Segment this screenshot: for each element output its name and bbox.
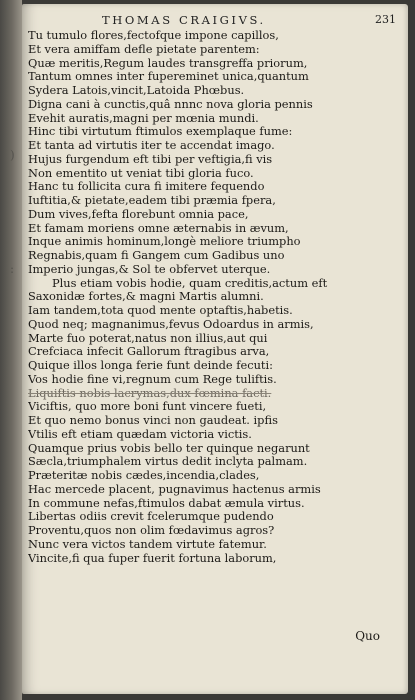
verse-line: Sæcla,triumphalem virtus dedit inclyta palmam.: [28, 455, 308, 469]
verse-line: Regnabis,quam fi Gangem cum Gadibus uno: [28, 249, 285, 262]
verse-line: Viciftis, quo more boni funt vincere fueti,: [28, 400, 267, 414]
verse-line: Inque animis hominum,longè meliore triumpho: [28, 235, 301, 249]
verse-line: Crefciaca infecit Gallorum ftragibus arva,: [28, 345, 270, 359]
verse-line: Quod neq; magnanimus,fevus Odoardus in armis,: [28, 317, 314, 331]
margin-mark: :: [10, 262, 15, 276]
verse-line: Non ementito ut veniat tibi gloria fuco.: [28, 166, 254, 180]
verse-line: Proventu,quos non olim fœdavimus agros?: [28, 524, 275, 537]
verse-line: Quique illos longa ferie funt deinde fecuti:: [28, 359, 273, 372]
verse-line: Hanc tu follicita cura fi imitere fequendo: [28, 180, 265, 194]
verse-line: Et vera amiffam defle pietate parentem:: [28, 42, 260, 56]
verse-line: Et famam moriens omne æternabis in ævum,: [28, 221, 289, 235]
verse-line: Libertas odiis crevit fcelerumque pudendo: [28, 510, 274, 524]
verse-line: Evehit auratis,magni per mœnia mundi.: [28, 111, 259, 125]
verse-line: Vos hodie fine vi,regnum cum Rege tuliftis.: [28, 372, 277, 386]
verse-line: Marte fuo poterat,natus non illius,aut qui: [28, 331, 268, 345]
verse-line: Et tanta ad virtutis iter te accendat imago.: [28, 139, 275, 152]
verse-line: Iam tandem,tota quod mente optaftis,habetis.: [28, 304, 293, 317]
verse-line: Saxonidæ fortes,& magni Martis alumni.: [28, 290, 264, 304]
margin-mark: ): [10, 148, 15, 162]
verse-line: Et quo nemo bonus vinci non gaudeat. ipfis: [28, 414, 278, 427]
verse-line: Quæ meritis,Regum laudes transgreffa priorum,: [28, 56, 308, 70]
verse-line: Quamque prius vobis bello ter quinque negarunt: [28, 441, 310, 455]
verse-line: Liquiftis nobis lacrymas,dux fœmina facti.: [28, 386, 272, 400]
verse-line: In commune nefas,ftimulos dabat æmula virtus.: [28, 496, 305, 510]
verse-line: Sydera Latois,vincit,Latoida Phœbus.: [28, 84, 245, 97]
catchword: Quo: [355, 629, 380, 643]
verse-line: Hinc tibi virtutum ftimulos exemplaque fume:: [28, 125, 293, 139]
verse-line: Hac mercede placent, pugnavimus hactenus armis: [28, 482, 321, 496]
verse-line: Dum vives,fefta florebunt omnia pace,: [28, 207, 249, 221]
poem-text: [28, 29, 400, 565]
running-head: THOMAS CRAIGIVS.: [102, 13, 266, 27]
verse-line: Tantum omnes inter fupereminet unica,quantum: [28, 70, 309, 84]
book-gutter: [0, 0, 22, 700]
book-page: [22, 4, 408, 694]
verse-line: Digna cani à cunctis,quâ nnnc nova gloria pennis: [28, 97, 313, 111]
page-number: 231: [375, 13, 396, 26]
verse-line: Vtilis eft etiam quædam victoria victis.: [28, 427, 252, 441]
verse-line: Nunc vera victos tandem virtute fatemur.: [28, 537, 267, 551]
verse-line: Hujus furgendum eft tibi per veftigia,fi vis: [28, 152, 273, 166]
verse-line: Præteritæ nobis cædes,incendia,clades,: [28, 469, 260, 482]
verse-line: Iuftitia,& pietate,eadem tibi præmia fpera,: [28, 194, 276, 207]
verse-line: Imperio jungas,& Sol te obfervet uterque.: [28, 262, 271, 276]
verse-line: Plus etiam vobis hodie, quam creditis,actum eft: [52, 276, 328, 290]
verse-line: Tu tumulo flores,fectofque impone capillos,: [28, 29, 279, 42]
verse-line: Vincite,fi qua fuper fuerit fortuna laborum,: [28, 551, 277, 565]
